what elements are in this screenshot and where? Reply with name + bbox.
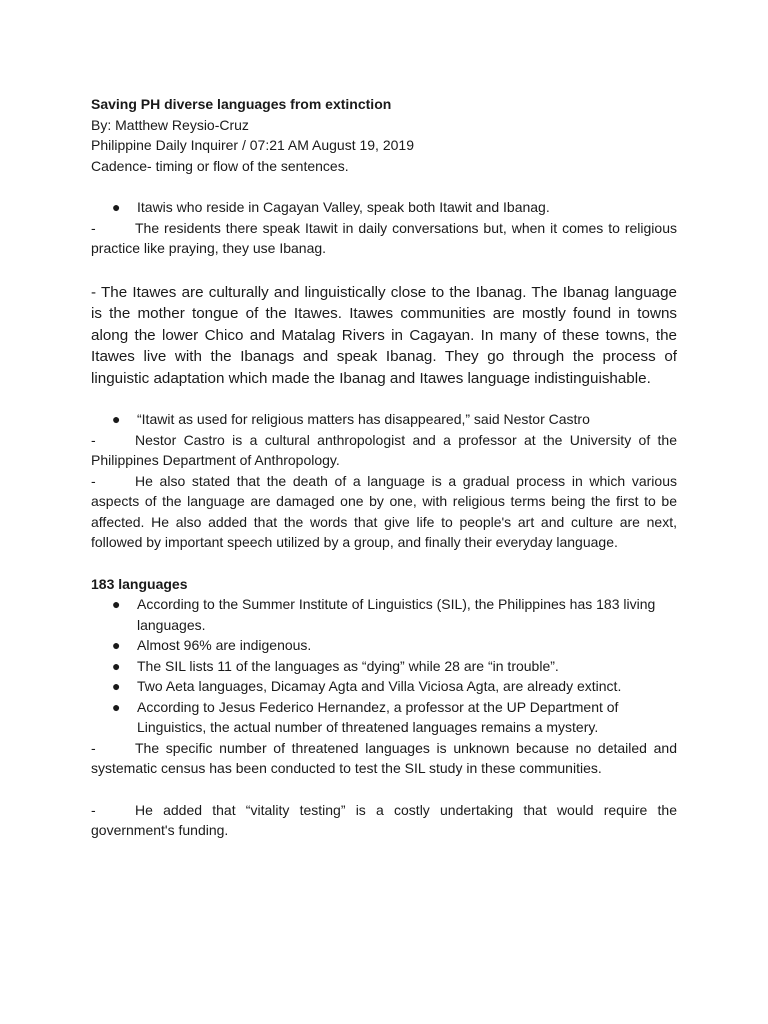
dash-marker: - xyxy=(91,219,96,236)
dash-item xyxy=(91,430,677,471)
spacer xyxy=(91,259,677,282)
bullet-item xyxy=(91,676,677,697)
bullet-item xyxy=(91,197,677,218)
spacer xyxy=(91,389,677,409)
dash-item xyxy=(91,800,677,841)
dash-marker: - xyxy=(91,801,96,818)
bullet-icon: ● xyxy=(112,657,121,674)
dash-marker: - xyxy=(91,431,96,448)
spacer xyxy=(91,553,677,574)
dash-text: The specific number of threatened languages is unknown because no detailed and systematic census has been conducted to test the SIL study in these communities. xyxy=(91,739,677,776)
dash-text: The residents there speak Itawit in daily conversations but, when it comes to religious practice like praying, they use Ibanag. xyxy=(91,219,677,256)
dash-text: Nestor Castro is a cultural anthropologist and a professor at the University of the Philippines Department of Anthropology. xyxy=(91,431,677,468)
bullet-text: Almost 96% are indigenous. xyxy=(137,637,312,653)
bullet-icon: ● xyxy=(112,411,121,427)
bullet-icon: ● xyxy=(112,698,121,715)
byline: By: Matthew Reysio-Cruz xyxy=(91,116,249,133)
document-body xyxy=(91,94,677,841)
dash-item xyxy=(91,471,677,553)
dash-item xyxy=(91,218,677,259)
bullet-item xyxy=(91,594,677,635)
spacer xyxy=(91,176,677,197)
bullet-text: The SIL lists 11 of the languages as “dying” while 28 are “in trouble”. xyxy=(137,657,559,674)
bullet-icon: ● xyxy=(112,637,121,653)
section-heading: 183 languages xyxy=(91,575,188,592)
source-line: Philippine Daily Inquirer / 07:21 AM August 19, 2019 xyxy=(91,137,414,153)
dash-text: He also stated that the death of a language is a gradual process in which various aspects of the language are damaged one by one, with religious terms being the first to be affected. He also added that the words that give life to people's art and culture are next, followed by important speech utilized by a group, and finally their everyday language. xyxy=(91,472,677,550)
article-title: Saving PH diverse languages from extinction xyxy=(91,96,392,112)
bullet-text: According to the Summer Institute of Linguistics (SIL), the Philippines has 183 living languages. xyxy=(137,596,656,633)
bullet-item xyxy=(91,656,677,677)
bullet-icon: ● xyxy=(112,678,121,694)
bullet-icon: ● xyxy=(112,199,121,215)
cadence-note: Cadence- timing or flow of the sentences. xyxy=(91,157,349,174)
bullet-text: “Itawit as used for religious matters has disappeared,” said Nestor Castro xyxy=(137,411,590,427)
bullet-icon: ● xyxy=(112,596,121,612)
dash-marker: - xyxy=(91,472,96,489)
bullet-text: According to Jesus Federico Hernandez, a professor at the UP Department of Linguistics, the actual number of threatened languages remains a mystery. xyxy=(137,698,619,735)
itawes-paragraph: - The Itawes are culturally and linguistically close to the Ibanag. The Ibanag language is the mother tongue of the Itawes. Itawes communities are mostly found in towns along the lower Chico and Matalag Rivers in Cagayan. In many of these towns, the Itawes live with the Ibanags and speak Ibanag. They go through the process of linguistic adaptation which made the Ibanag and Itawes language indistinguishable. xyxy=(91,283,677,387)
dash-text: He added that “vitality testing” is a costly undertaking that would require the government's funding. xyxy=(91,801,677,838)
dash-item xyxy=(91,738,677,779)
bullet-item xyxy=(91,409,677,430)
bullet-item xyxy=(91,697,677,738)
spacer xyxy=(91,779,677,800)
bullet-text: Itawis who reside in Cagayan Valley, speak both Itawit and Ibanag. xyxy=(137,199,550,215)
dash-marker: - xyxy=(91,739,96,756)
bullet-text: Two Aeta languages, Dicamay Agta and Villa Viciosa Agta, are already extinct. xyxy=(137,678,622,694)
bullet-item xyxy=(91,635,677,656)
